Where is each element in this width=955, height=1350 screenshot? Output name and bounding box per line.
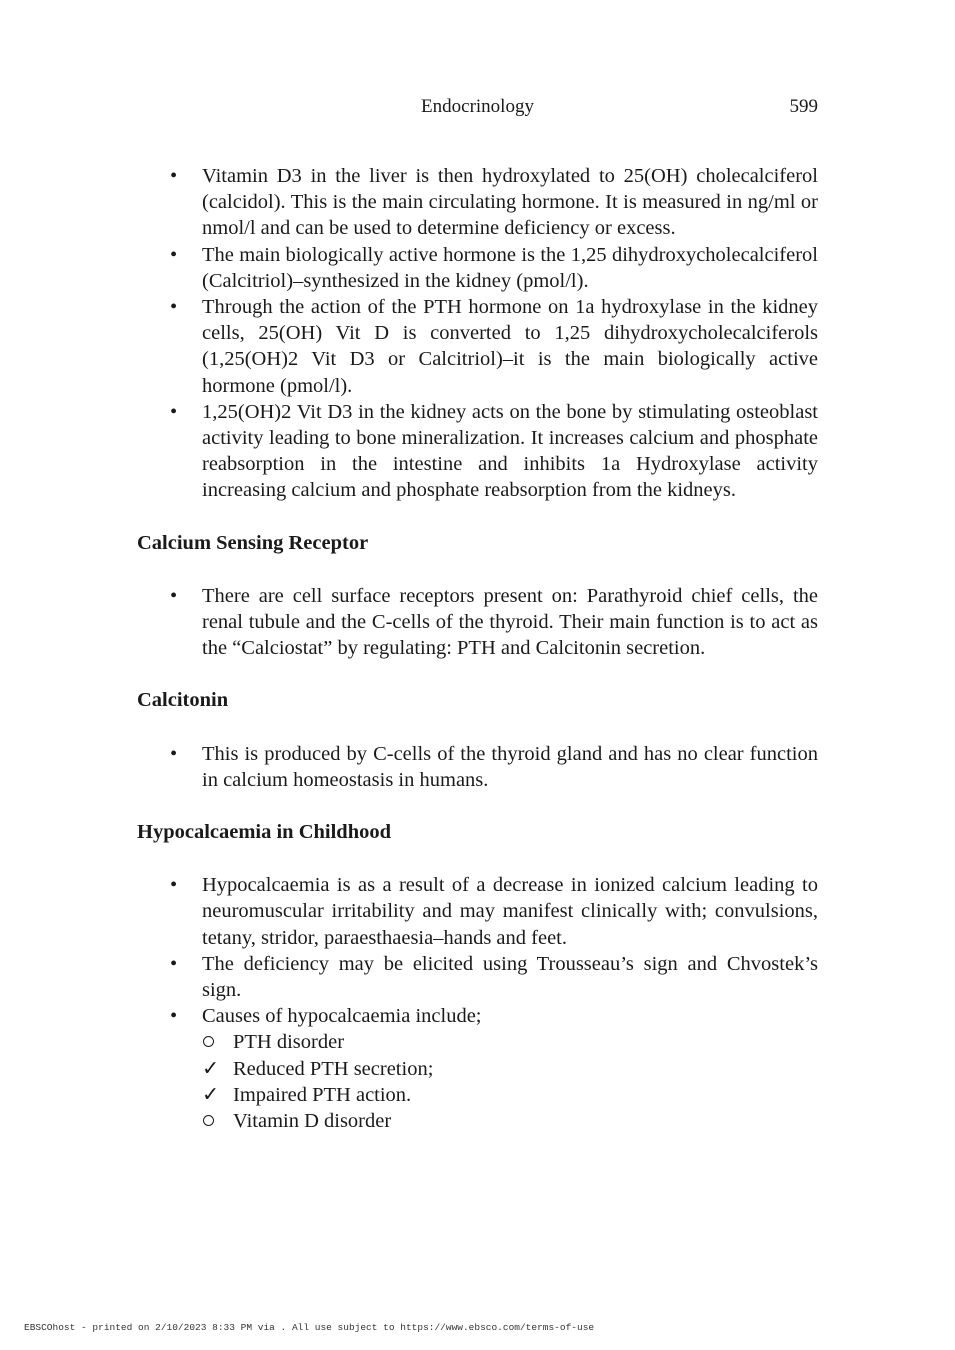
spacer <box>137 714 818 741</box>
list-item <box>170 163 818 242</box>
calcitonin-list <box>137 741 818 793</box>
page-number: 599 <box>789 96 818 117</box>
list-item <box>170 399 818 504</box>
vitamin-d-list <box>137 163 818 504</box>
sublist-item-text: Vitamin D disorder <box>233 1110 392 1133</box>
spacer <box>137 504 818 530</box>
page-body <box>137 163 818 1134</box>
sublist-item <box>202 1056 818 1082</box>
list-item <box>170 583 818 662</box>
list-item-text: Hypocalcaemia is as a result of a decrease in ionized calcium leading to neuromuscular irritability and may manifest clinically with; convulsions, tetany, stridor, paraesthaesia–hands and feet. <box>202 874 818 949</box>
list-item-text: This is produced by C-cells of the thyroid gland and has no clear function in calcium homeostasis in humans. <box>202 742 818 791</box>
bullet-icon: • <box>170 1005 178 1028</box>
sublist-item-text: Impaired PTH action. <box>233 1083 412 1106</box>
list-item <box>170 242 818 294</box>
bullet-icon: • <box>170 584 178 607</box>
spacer <box>137 556 818 583</box>
circle-bullet-icon <box>202 1108 224 1134</box>
running-title: Endocrinology <box>421 96 534 117</box>
list-item <box>170 872 818 951</box>
spacer <box>137 661 818 687</box>
sublist-item-text: Reduced PTH secretion; <box>233 1057 434 1080</box>
checkmark-icon: ✓ <box>202 1057 220 1080</box>
spacer <box>137 845 818 872</box>
sublist-item <box>233 1108 818 1134</box>
print-footer: EBSCOhost - printed on 2/10/2023 8:33 PM via . All use subject to https://www.ebsco.com/terms-of-use <box>24 1322 595 1333</box>
list-item <box>170 951 818 1003</box>
list-item-text: The main biologically active hormone is the 1,25 dihydroxycholecalciferol (Calcitriol)–synthesized in the kidney (pmol/l). <box>202 243 818 292</box>
list-item <box>170 294 818 399</box>
spacer <box>137 793 818 819</box>
hypocalcaemia-list <box>137 872 818 1134</box>
sublist-item-text: PTH disorder <box>233 1031 345 1054</box>
section-heading-hypocalcaemia: Hypocalcaemia in Childhood <box>137 821 392 844</box>
bullet-icon: • <box>170 400 178 423</box>
causes-sublist <box>202 1029 818 1134</box>
section-heading-calcitonin: Calcitonin <box>137 689 229 712</box>
list-item-text: Vitamin D3 in the liver is then hydroxylated to 25(OH) cholecalciferol (calcidol). This is the main circulating hormone. It is measured in ng/ml or nmol/l and can be used to determine deficiency or excess. <box>202 165 818 240</box>
bullet-icon: • <box>170 874 178 897</box>
list-item-text: Through the action of the PTH hormone on 1a hydroxylase in the kidney cells, 25(OH) Vit D is converted to 1,25 dihydroxycholecalciferols (1,25(OH)2 Vit D3 or Calcitriol)–it is the main biologically active hormone (pmol/l). <box>202 296 818 397</box>
bullet-icon: • <box>170 952 178 975</box>
list-item-text: The deficiency may be elicited using Trousseau’s sign and Chvostek’s sign. <box>202 952 818 1002</box>
list-item-text: 1,25(OH)2 Vit D3 in the kidney acts on the bone by stimulating osteoblast activity leading to bone mineralization. It increases calcium and phosphate reabsorption in the intestine and inhibits 1a Hydroxylase activity increasing calcium and phosphate reabsorption from the kidneys. <box>202 400 818 502</box>
bullet-icon: • <box>170 296 178 319</box>
section-heading-calcium-sensing-receptor: Calcium Sensing Receptor <box>137 531 369 554</box>
sublist-item <box>202 1082 818 1108</box>
bullet-icon: • <box>170 165 178 187</box>
bullet-icon: • <box>170 243 178 266</box>
list-item <box>170 741 818 793</box>
bullet-icon: • <box>170 742 178 765</box>
list-item-text: There are cell surface receptors present on: Parathyroid chief cells, the renal tubule and the C-cells of the thyroid. Their main function is to act as the “Calciostat” by regulating: PTH and Calcitonin secretion. <box>202 584 818 660</box>
list-item <box>170 1003 818 1134</box>
list-item-text: Causes of hypocalcaemia include; <box>202 1005 482 1028</box>
running-header <box>0 96 955 122</box>
sublist-item <box>233 1029 818 1055</box>
checkmark-icon: ✓ <box>202 1083 220 1106</box>
circle-bullet-icon <box>202 1029 224 1055</box>
calcium-sensing-receptor-list <box>137 583 818 662</box>
